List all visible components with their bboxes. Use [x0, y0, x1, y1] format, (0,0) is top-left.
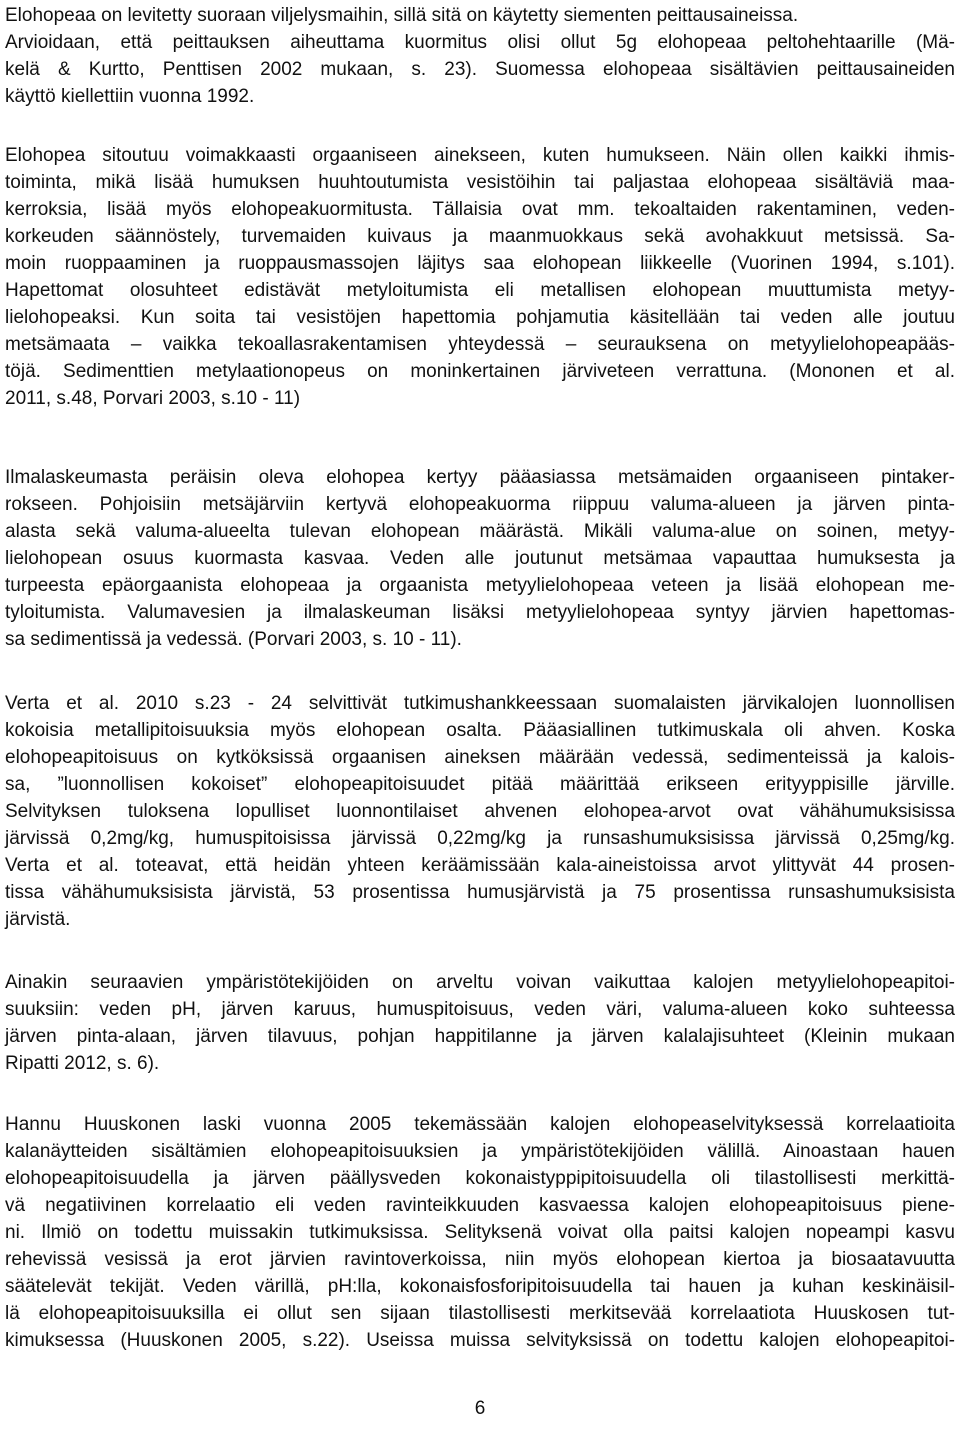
text-line: käyttö kiellettiin vuonna 1992.	[5, 86, 255, 107]
text-line: järvissä 0,2mg/kg, humuspitoisissa järvissä 0,22mg/kg ja runsashumuksisissa järvissä 0,25mg/kg.	[5, 828, 955, 849]
text-line: Elohopea sitoutuu voimakkaasti orgaaniseen ainekseen, kuten humukseen. Näin ollen kaikki ihmis-	[5, 145, 955, 166]
text-line: Hapettomat olosuhteet edistävät metyloitumista eli metallisen elohopean muuttumista metyy-	[5, 280, 955, 301]
text-line: ni. Ilmiö on todettu muissakin tutkimuksissa. Selityksenä voivat olla paitsi kalojen nopeampi kasvu	[5, 1222, 955, 1243]
text-line: Selvityksen tuloksena lopulliset luonnontilaiset ahvenen elohopea-arvot ovat vähähumuksisissa	[5, 801, 955, 822]
text-line: kimuksessa (Huuskonen 2005, s.22). Useissa muissa selvityksissä on todettu kalojen elohopeapitoi-	[5, 1330, 955, 1351]
text-line: alasta sekä valuma-alueelta tulevan elohopean määrästä. Mikäli valuma-alue on soinen, metyy-	[5, 521, 955, 542]
text-line: kelä & Kurtto, Penttisen 2002 mukaan, s. 23). Suomessa elohopeaa sisältävien peittausaineiden	[5, 59, 955, 80]
text-line: töjä. Sedimenttien metylaationopeus on moninkertainen järviveteen verrattuna. (Mononen et al.	[5, 361, 955, 382]
text-line: kerroksia, lisää myös elohopeakuormitusta. Tällaisia ovat mm. tekoaltaiden rakentaminen, veden-	[5, 199, 955, 220]
text-line: Elohopeaa on levitetty suoraan viljelysmaihin, sillä sitä on käytetty siementen peittausaineissa.	[5, 5, 799, 26]
text-line: 2011, s.48, Porvari 2003, s.10 - 11)	[5, 388, 301, 409]
text-line: järven pinta-alaan, järven tilavuus, pohjan happitilanne ja järven kalalajisuhteet (Kleinin mukaan	[5, 1026, 955, 1047]
text-line: tyloitumista. Valumavesien ja ilmalaskeuman lisäksi metyylielohopeaa syntyy järvien hapettomas-	[5, 602, 955, 623]
text-line: Hannu Huuskonen laski vuonna 2005 tekemässään kalojen elohopeaselvityksessä korrelaatioita	[5, 1114, 955, 1135]
text-line: moin ruoppaaminen ja ruoppausmassojen läjitys saa elohopean liikkeelle (Vuorinen 1994, s.101).	[5, 253, 955, 274]
text-line: korkeuden säännöstely, turvemaiden kuivaus ja maanmuokkaus sekä avohakkuut metsissä. Sa-	[5, 226, 955, 247]
text-line: suuksiin: veden pH, järven karuus, humuspitoisuus, veden väri, valuma-alueen koko suhteessa	[5, 999, 955, 1020]
text-line: sa, ”luonnollisen kokoiset” elohopeapitoisuudet pitää määrittää erikseen erityyppisille järville.	[5, 774, 955, 795]
text-line: lä elohopeapitoisuuksilla ei ollut sen sijaan tilastollisesti merkitsevää korrelaatiota Huuskosen tut-	[5, 1303, 955, 1324]
text-line: elohopeapitoisuus on kytköksissä orgaanisen aineksen määrään vedessä, sedimenteissä ja kalois-	[5, 747, 955, 768]
text-line: lielohopeaksi. Kun soita tai vesistöjen hapettomia pohjamutia käsitellään tai veden alle joutuu	[5, 307, 955, 328]
text-line: järvistä.	[5, 909, 71, 930]
text-line: toiminta, mikä lisää humuksen huuhtoutumista vesistöihin tai paljastaa elohopeaa sisältäviä maa-	[5, 172, 955, 193]
text-line: Ainakin seuraavien ympäristötekijöiden on arveltu voivan vaikuttaa kalojen metyylielohopeapitoi-	[5, 972, 955, 993]
text-line: säätelevät tekijät. Veden värillä, pH:lla, kokonaisfosforipitoisuudella tai hauen ja kuhan keskinäisil-	[5, 1276, 955, 1297]
text-line: Verta et al. toteavat, että heidän yhteen keräämissään kala-aineistoissa arvot ylittyvät 44 prosen-	[5, 855, 955, 876]
text-line: rokseen. Pohjoisiin metsäjärviin kertyvä elohopeakuorma riippuu valuma-alueen ja järven pinta-	[5, 494, 955, 515]
text-line: lielohopean osuus kuormasta kasvaa. Veden alle joutunut metsämaa vapauttaa humuksesta ja	[5, 548, 955, 569]
text-line: Arvioidaan, että peittauksen aiheuttama kuormitus olisi ollut 5g elohopeaa peltohehtaarille (Mä-	[5, 32, 955, 53]
text-line: rehevissä vesissä ja erot järvien ravintoverkoissa, niin myös elohopean kiertoa ja biosaatavuutta	[5, 1249, 955, 1270]
page-number: 6	[474, 1398, 486, 1419]
text-line: vä negatiivinen korrelaatio eli veden ravinteikkuuden kasvaessa kalojen elohopeapitoisuus piene-	[5, 1195, 955, 1216]
text-line: Ripatti 2012, s. 6).	[5, 1053, 160, 1074]
text-line: sa sedimentissä ja vedessä. (Porvari 2003, s. 10 - 11).	[5, 629, 462, 650]
text-line: metsämaata – vaikka tekoallasrakentamisen yhteydessä – seurauksena on metyylielohopeapääs-	[5, 334, 955, 355]
text-line: Ilmalaskeumasta peräisin oleva elohopea kertyy pääasiassa metsämaiden orgaaniseen pintaker-	[5, 467, 955, 488]
text-line: tissa vähähumuksisista järvistä, 53 prosentissa humusjärvistä ja 75 prosentissa runsashumuksisista	[5, 882, 955, 903]
text-line: kalanäytteiden sisältämien elohopeapitoisuuksien ja ympäristötekijöiden välillä. Ainoastaan hauen	[5, 1141, 955, 1162]
text-line: elohopeapitoisuudella ja järven päällysveden kokonaistyppipitoisuudella oli tilastollisesti merkittä-	[5, 1168, 955, 1189]
text-line: Verta et al. 2010 s.23 - 24 selvittivät tutkimushankkeessaan suomalaisten järvikalojen luonnollisen	[5, 693, 955, 714]
text-line: kokoisia metallipitoisuuksia myös elohopean osalta. Pääasiallinen tutkimuskala oli ahven. Koska	[5, 720, 955, 741]
text-line: turpeesta epäorgaanista elohopeaa ja orgaanista metyylielohopeaa veteen ja lisää elohopean me-	[5, 575, 955, 596]
